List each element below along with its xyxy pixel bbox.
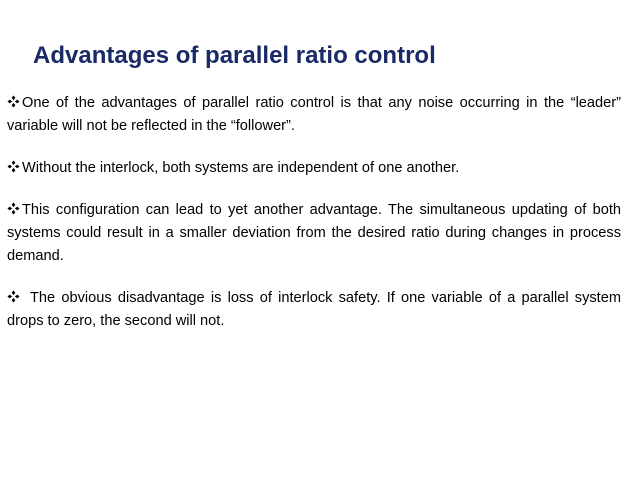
- diamond-bullet-icon: [7, 160, 20, 173]
- bullet-text: This configuration can lead to yet another advantage. The simultaneous updating of both systems could result in a smaller deviation from the desired ratio during changes in process demand.: [7, 202, 621, 264]
- bullet-item-disadvantage: [7, 287, 621, 333]
- bullet-list: [7, 92, 621, 352]
- bullet-item-interlock: [7, 157, 621, 180]
- bullet-text: One of the advantages of parallel ratio control is that any noise occurring in the “leader” variable will not be reflected in the “follower”.: [7, 95, 621, 134]
- diamond-bullet-icon: [7, 290, 20, 303]
- diamond-bullet-icon: [7, 202, 20, 215]
- bullet-item-noise: [7, 92, 621, 138]
- diamond-bullet-icon: [7, 95, 20, 108]
- bullet-item-simultaneous-updating: [7, 199, 621, 268]
- bullet-text: The obvious disadvantage is loss of interlock safety. If one variable of a parallel system drops to zero, the second will not.: [7, 290, 621, 329]
- slide-title: Advantages of parallel ratio control: [33, 42, 436, 69]
- bullet-text: Without the interlock, both systems are independent of one another.: [22, 160, 460, 176]
